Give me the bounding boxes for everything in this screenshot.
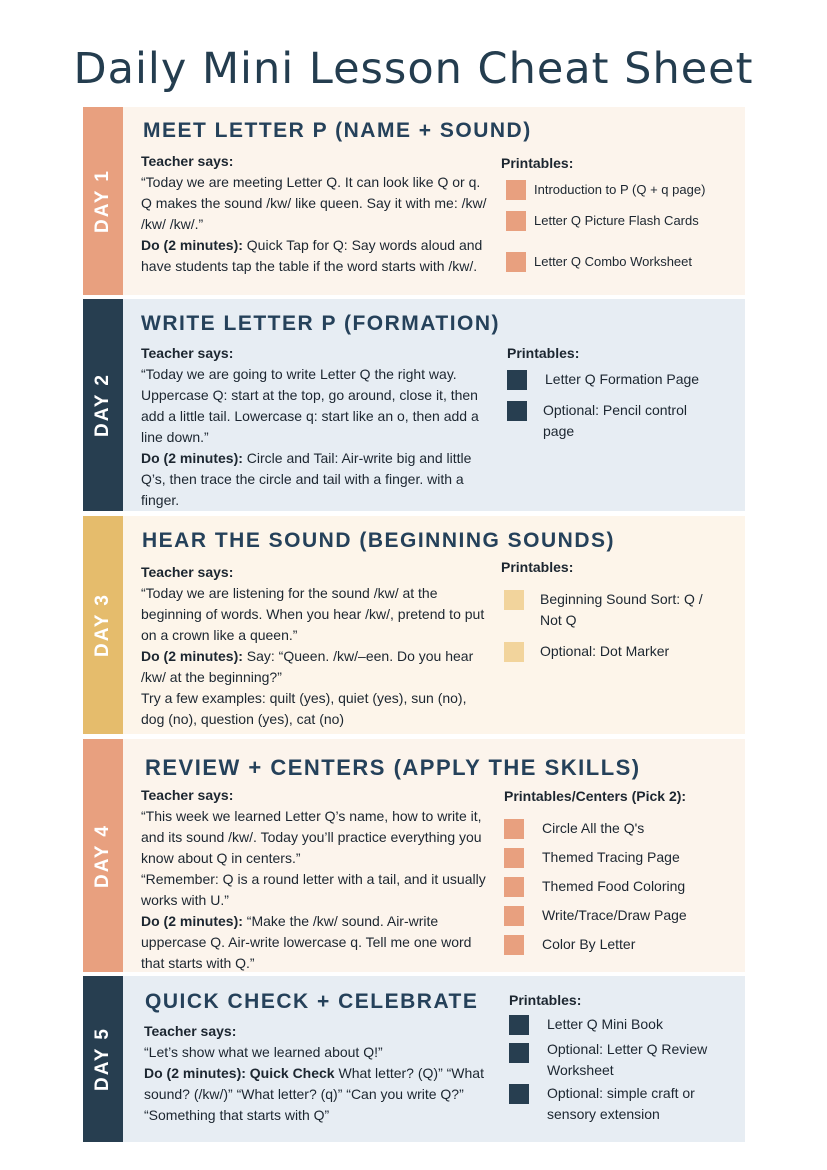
checkbox-square bbox=[504, 877, 524, 897]
teacher-text: “Today we are going to write Letter Q the right way. Uppercase Q: start at the top, go around, close it, then add a little tail. Lowercase q: start like an o, then add a line down.” bbox=[141, 366, 479, 445]
printable-item bbox=[507, 369, 737, 390]
day-4-panel bbox=[123, 739, 745, 972]
printable-item bbox=[509, 1039, 745, 1081]
printable-item bbox=[506, 251, 741, 272]
do-instructions bbox=[141, 235, 491, 277]
day-3-tab bbox=[83, 516, 123, 734]
printable-label: Write/Trace/Draw Page bbox=[542, 907, 687, 923]
printable-label: Color By Letter bbox=[542, 936, 636, 952]
day-label: DAY 1 bbox=[92, 169, 113, 233]
printable-item bbox=[504, 847, 744, 868]
day-5-section bbox=[83, 976, 745, 1142]
do-text: Quick Tap for Q: Say words aloud and have students tap the table if the word starts with /kw/. bbox=[141, 237, 483, 274]
printable-item bbox=[504, 934, 744, 955]
printable-item bbox=[506, 210, 741, 231]
do-instructions bbox=[144, 1063, 484, 1126]
checkbox-square bbox=[507, 401, 527, 421]
do-instructions bbox=[141, 911, 491, 974]
day-label: DAY 2 bbox=[92, 373, 113, 437]
printable-label: Themed Tracing Page bbox=[542, 849, 680, 865]
reminder-text: “Remember: Q is a round letter with a tail, and it usually works with U.” bbox=[141, 871, 486, 908]
teacher-script bbox=[144, 1021, 484, 1126]
printable-item bbox=[507, 400, 737, 442]
day-1-section bbox=[83, 107, 745, 295]
teacher-text: “Today we are meeting Letter Q. It can look like Q or q. Q makes the sound /kw/ like queen. Say it with me: /kw/ /kw/ /kw/.” bbox=[141, 174, 487, 232]
printables-list bbox=[504, 788, 744, 965]
teacher-text: “Let’s show what we learned about Q!” bbox=[144, 1044, 383, 1060]
printable-label: Letter Q Combo Worksheet bbox=[534, 254, 692, 269]
day-5-panel bbox=[123, 976, 745, 1142]
printables-list bbox=[501, 559, 731, 672]
printable-item bbox=[504, 905, 744, 926]
day-label: DAY 5 bbox=[92, 1027, 113, 1091]
teacher-script bbox=[141, 151, 491, 277]
teacher-says-label: Teacher says: bbox=[141, 787, 234, 803]
printable-item bbox=[509, 1014, 745, 1035]
page-title: Daily Mini Lesson Cheat Sheet bbox=[73, 44, 754, 94]
day-4-tab bbox=[83, 739, 123, 972]
printable-label: Optional: Pencil control page bbox=[543, 402, 687, 439]
teacher-text: “This week we learned Letter Q’s name, how to write it, and its sound /kw/. Today you’ll practice everything you know about Q in centers.” bbox=[141, 808, 482, 866]
printable-label: Optional: Dot Marker bbox=[540, 643, 670, 659]
day-1-tab bbox=[83, 107, 123, 295]
printable-label: Circle All the Q's bbox=[542, 820, 645, 836]
printables-label: Printables: bbox=[507, 345, 580, 361]
checkbox-square bbox=[504, 848, 524, 868]
printables-list bbox=[501, 155, 741, 282]
printable-item bbox=[509, 1083, 745, 1125]
printable-label: Optional: simple craft or sensory extension bbox=[547, 1085, 695, 1122]
checkbox-square bbox=[506, 252, 526, 272]
checkbox-square bbox=[506, 180, 526, 200]
do-instructions bbox=[141, 646, 491, 688]
checkbox-square bbox=[504, 819, 524, 839]
checkbox-square bbox=[509, 1015, 529, 1035]
day-1-panel bbox=[123, 107, 745, 295]
day-2-tab bbox=[83, 299, 123, 511]
section-heading: MEET LETTER P (NAME + SOUND) bbox=[143, 119, 532, 142]
checkbox-square bbox=[509, 1084, 529, 1104]
day-5-tab bbox=[83, 976, 123, 1142]
printable-label: Letter Q Formation Page bbox=[545, 371, 700, 387]
printable-item bbox=[504, 641, 731, 662]
do-text: “Make the /kw/ sound. Air-write uppercase Q. Air-write lowercase q. Tell me one word that starts with Q.” bbox=[141, 913, 472, 971]
teacher-says-label: Teacher says: bbox=[141, 345, 234, 361]
printable-label: Beginning Sound Sort: Q / Not Q bbox=[540, 591, 703, 628]
do-text: Say: “Queen. /kw/–een. Do you hear /kw/ at the beginning?” bbox=[141, 648, 474, 685]
teacher-script bbox=[141, 562, 491, 730]
checkbox-square bbox=[504, 642, 524, 662]
printable-item bbox=[504, 589, 731, 631]
do-label: Do (2 minutes): Quick Check bbox=[144, 1065, 335, 1081]
teacher-says-label: Teacher says: bbox=[141, 153, 234, 169]
day-3-panel bbox=[123, 516, 745, 734]
section-heading: QUICK CHECK + CELEBRATE bbox=[145, 990, 479, 1013]
day-4-section bbox=[83, 739, 745, 972]
teacher-says-label: Teacher says: bbox=[141, 564, 234, 580]
printables-label: Printables: bbox=[509, 992, 582, 1008]
printable-item bbox=[504, 818, 744, 839]
day-label: DAY 4 bbox=[92, 823, 113, 888]
do-label: Do (2 minutes): bbox=[141, 648, 243, 664]
section-heading: WRITE LETTER P (FORMATION) bbox=[141, 312, 501, 335]
section-heading: REVIEW + CENTERS (APPLY THE SKILLS) bbox=[145, 755, 641, 780]
printables-label: Printables: bbox=[501, 559, 574, 575]
day-2-section bbox=[83, 299, 745, 511]
printable-label: Introduction to P (Q + q page) bbox=[534, 182, 706, 197]
examples-text: Try a few examples: quilt (yes), quiet (yes), sun (no), dog (no), question (yes), cat (no) bbox=[141, 690, 467, 727]
printables-label: Printables/Centers (Pick 2): bbox=[504, 788, 687, 804]
checkbox-square bbox=[504, 590, 524, 610]
printable-item bbox=[506, 179, 741, 200]
day-2-panel bbox=[123, 299, 745, 511]
do-instructions bbox=[141, 448, 491, 511]
teacher-text: “Today we are listening for the sound /kw/ at the beginning of words. When you hear /kw/, pretend to put on a crown like a queen.” bbox=[141, 585, 485, 643]
checkbox-square bbox=[504, 935, 524, 955]
do-text: What letter? (Q)” “What sound? (/kw/)” “What letter? (q)” “Can you write Q?” “Something that starts with Q” bbox=[144, 1065, 484, 1123]
checkbox-square bbox=[507, 370, 527, 390]
teacher-script bbox=[141, 785, 491, 974]
do-text: Circle and Tail: Air-write big and little Q’s, then trace the circle and tail with a finger. with a finger. bbox=[141, 450, 472, 508]
checkbox-square bbox=[509, 1043, 529, 1063]
day-3-section bbox=[83, 516, 745, 734]
printables-list bbox=[509, 992, 745, 1125]
printable-label: Letter Q Picture Flash Cards bbox=[534, 213, 699, 228]
do-label: Do (2 minutes): bbox=[141, 913, 243, 929]
do-label: Do (2 minutes): bbox=[141, 237, 243, 253]
checkbox-square bbox=[504, 906, 524, 926]
printables-label: Printables: bbox=[501, 155, 574, 171]
do-label: Do (2 minutes): bbox=[141, 450, 243, 466]
printable-label: Themed Food Coloring bbox=[542, 878, 686, 894]
printables-list bbox=[507, 345, 737, 452]
day-label: DAY 3 bbox=[92, 593, 113, 657]
teacher-script bbox=[141, 343, 491, 511]
printable-label: Optional: Letter Q Review Worksheet bbox=[547, 1041, 708, 1078]
section-heading: HEAR THE SOUND (BEGINNING SOUNDS) bbox=[142, 529, 616, 552]
checkbox-square bbox=[506, 211, 526, 231]
teacher-says-label: Teacher says: bbox=[144, 1023, 237, 1039]
printable-label: Letter Q Mini Book bbox=[547, 1016, 663, 1032]
printable-item bbox=[504, 876, 744, 897]
